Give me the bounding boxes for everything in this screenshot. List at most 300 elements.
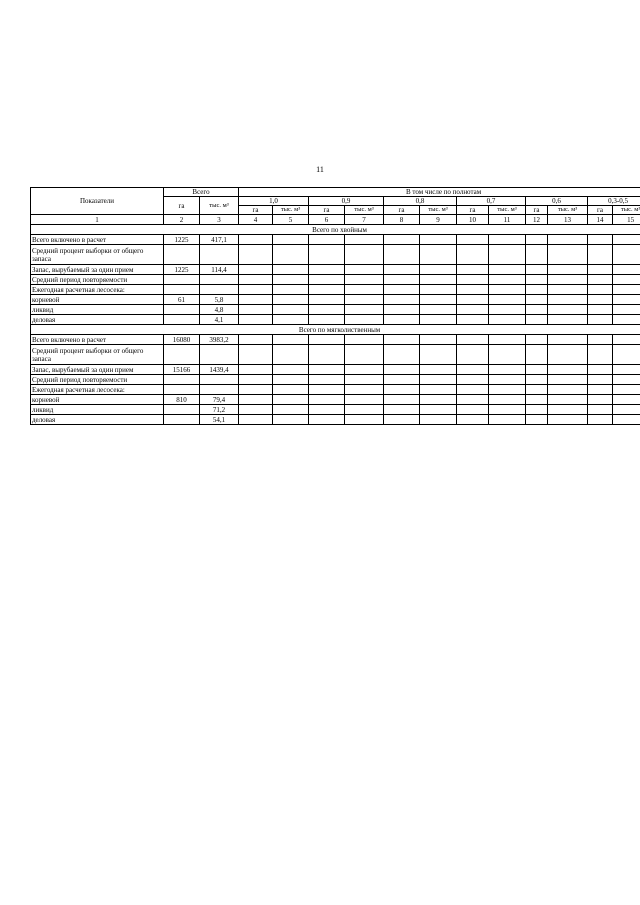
total-ha-cell xyxy=(164,305,200,315)
density-cell xyxy=(457,295,489,305)
density-cell xyxy=(273,365,309,375)
density-cell xyxy=(273,235,309,245)
header-total-ha: га xyxy=(164,197,200,215)
density-cell xyxy=(457,235,489,245)
density-header: 0,6 xyxy=(526,197,588,206)
density-cell xyxy=(309,335,345,345)
density-cell xyxy=(384,405,420,415)
table-row xyxy=(31,405,640,415)
density-cell xyxy=(588,335,613,345)
density-cell xyxy=(548,295,588,305)
density-cell xyxy=(309,315,345,325)
total-ha-cell: 810 xyxy=(164,395,200,405)
density-cell xyxy=(526,395,548,405)
density-cell xyxy=(239,315,273,325)
density-cell xyxy=(420,315,457,325)
total-vol-cell xyxy=(200,385,239,395)
table-row xyxy=(31,335,640,345)
density-cell xyxy=(345,405,384,415)
density-cell xyxy=(457,275,489,285)
density-cell xyxy=(384,415,420,425)
density-cell xyxy=(273,385,309,395)
density-cell xyxy=(273,315,309,325)
column-number: 10 xyxy=(457,215,489,225)
density-cell xyxy=(526,345,548,365)
unit-vol-header: тыс. м³ xyxy=(548,206,588,215)
density-cell xyxy=(273,345,309,365)
density-cell xyxy=(384,275,420,285)
total-ha-cell: 61 xyxy=(164,295,200,305)
density-cell xyxy=(420,345,457,365)
unit-vol-header: тыс. м³ xyxy=(345,206,384,215)
density-cell xyxy=(613,305,640,315)
density-cell xyxy=(548,365,588,375)
row-label: Ежегодная расчетная лесосека: xyxy=(31,285,164,295)
table-row xyxy=(31,315,640,325)
density-cell xyxy=(273,415,309,425)
density-cell xyxy=(548,345,588,365)
density-cell xyxy=(613,235,640,245)
density-cell xyxy=(239,385,273,395)
density-cell xyxy=(613,275,640,285)
row-label: Запас, вырубаемый за один прием xyxy=(31,365,164,375)
density-cell xyxy=(273,395,309,405)
density-cell xyxy=(548,395,588,405)
density-cell xyxy=(309,295,345,305)
density-cell xyxy=(613,265,640,275)
density-cell xyxy=(526,275,548,285)
total-vol-cell: 71,2 xyxy=(200,405,239,415)
density-cell xyxy=(309,305,345,315)
table-row xyxy=(31,305,640,315)
column-number: 11 xyxy=(489,215,526,225)
density-cell xyxy=(345,295,384,305)
density-cell xyxy=(548,245,588,265)
total-ha-cell xyxy=(164,345,200,365)
density-cell xyxy=(273,335,309,345)
density-cell xyxy=(309,375,345,385)
density-cell xyxy=(526,265,548,275)
total-vol-cell: 114,4 xyxy=(200,265,239,275)
density-cell xyxy=(239,285,273,295)
column-number: 15 xyxy=(613,215,640,225)
density-cell xyxy=(309,385,345,395)
density-cell xyxy=(457,365,489,375)
density-cell xyxy=(489,375,526,385)
total-ha-cell xyxy=(164,375,200,385)
density-cell xyxy=(345,235,384,245)
density-cell xyxy=(526,415,548,425)
density-cell xyxy=(457,245,489,265)
density-header: 0,3-0,5 xyxy=(588,197,640,206)
density-cell xyxy=(345,375,384,385)
column-number: 12 xyxy=(526,215,548,225)
density-cell xyxy=(420,415,457,425)
table-row xyxy=(31,395,640,405)
unit-ha-header: га xyxy=(239,206,273,215)
density-cell xyxy=(239,375,273,385)
density-cell xyxy=(613,415,640,425)
density-cell xyxy=(239,235,273,245)
row-label: Всего включено в расчет xyxy=(31,335,164,345)
density-cell xyxy=(239,415,273,425)
density-cell xyxy=(384,395,420,405)
density-cell xyxy=(489,415,526,425)
header-total: Всего xyxy=(164,188,239,197)
density-cell xyxy=(345,345,384,365)
density-cell xyxy=(588,275,613,285)
table-row xyxy=(31,265,640,275)
density-cell xyxy=(345,285,384,295)
density-cell xyxy=(548,235,588,245)
column-number: 5 xyxy=(273,215,309,225)
density-cell xyxy=(345,275,384,285)
density-cell xyxy=(457,265,489,275)
table-row xyxy=(31,345,640,365)
table-row xyxy=(31,385,640,395)
density-cell xyxy=(239,305,273,315)
density-header: 0,7 xyxy=(457,197,526,206)
column-number: 4 xyxy=(239,215,273,225)
density-cell xyxy=(613,295,640,305)
unit-ha-header: га xyxy=(309,206,345,215)
density-cell xyxy=(526,315,548,325)
table-row xyxy=(31,365,640,375)
felling-table xyxy=(30,187,640,425)
column-number: 8 xyxy=(384,215,420,225)
row-label: ликвид xyxy=(31,405,164,415)
density-cell xyxy=(345,365,384,375)
density-cell xyxy=(345,335,384,345)
density-cell xyxy=(384,265,420,275)
row-label: корневой xyxy=(31,295,164,305)
column-number: 1 xyxy=(31,215,164,225)
density-cell xyxy=(548,265,588,275)
density-cell xyxy=(273,265,309,275)
density-cell xyxy=(239,365,273,375)
density-cell xyxy=(457,345,489,365)
column-number: 6 xyxy=(309,215,345,225)
total-ha-cell xyxy=(164,245,200,265)
density-cell xyxy=(526,235,548,245)
density-cell xyxy=(489,235,526,245)
density-cell xyxy=(239,245,273,265)
density-cell xyxy=(345,245,384,265)
density-cell xyxy=(273,285,309,295)
unit-ha-header: га xyxy=(384,206,420,215)
density-cell xyxy=(613,395,640,405)
density-cell xyxy=(309,265,345,275)
total-ha-cell: 15166 xyxy=(164,365,200,375)
total-ha-cell: 1225 xyxy=(164,235,200,245)
density-cell xyxy=(548,415,588,425)
unit-ha-header: га xyxy=(588,206,613,215)
density-cell xyxy=(548,285,588,295)
total-vol-cell: 5,8 xyxy=(200,295,239,305)
density-cell xyxy=(489,385,526,395)
density-cell xyxy=(420,285,457,295)
density-cell xyxy=(420,265,457,275)
density-cell xyxy=(345,395,384,405)
density-cell xyxy=(384,385,420,395)
density-cell xyxy=(273,375,309,385)
total-ha-cell xyxy=(164,285,200,295)
density-cell xyxy=(457,335,489,345)
density-cell xyxy=(384,285,420,295)
total-vol-cell: 79,4 xyxy=(200,395,239,405)
density-cell xyxy=(548,405,588,415)
section-title: Всего по мягколиственным xyxy=(31,325,640,335)
density-cell xyxy=(384,345,420,365)
column-number: 2 xyxy=(164,215,200,225)
density-cell xyxy=(526,375,548,385)
density-cell xyxy=(526,405,548,415)
density-cell xyxy=(526,385,548,395)
row-label: Средний период повторяемости xyxy=(31,275,164,285)
total-vol-cell xyxy=(200,245,239,265)
total-ha-cell xyxy=(164,315,200,325)
unit-vol-header: тыс. м³ xyxy=(613,206,640,215)
density-header: 0,8 xyxy=(384,197,457,206)
total-vol-cell: 3983,2 xyxy=(200,335,239,345)
density-cell xyxy=(420,295,457,305)
density-cell xyxy=(548,335,588,345)
density-cell xyxy=(309,365,345,375)
density-cell xyxy=(489,405,526,415)
density-cell xyxy=(588,305,613,315)
density-cell xyxy=(548,305,588,315)
total-vol-cell: 417,1 xyxy=(200,235,239,245)
total-vol-cell: 1439,4 xyxy=(200,365,239,375)
density-cell xyxy=(273,275,309,285)
density-cell xyxy=(309,395,345,405)
density-cell xyxy=(239,395,273,405)
density-cell xyxy=(613,335,640,345)
total-vol-cell xyxy=(200,345,239,365)
column-number: 3 xyxy=(200,215,239,225)
row-label: ликвид xyxy=(31,305,164,315)
density-cell xyxy=(384,315,420,325)
density-cell xyxy=(420,235,457,245)
density-cell xyxy=(489,265,526,275)
density-cell xyxy=(588,245,613,265)
section-title: Всего по хвойным xyxy=(31,225,640,235)
density-cell xyxy=(309,235,345,245)
unit-vol-header: тыс. м³ xyxy=(420,206,457,215)
total-ha-cell xyxy=(164,405,200,415)
density-cell xyxy=(273,305,309,315)
density-cell xyxy=(489,335,526,345)
density-cell xyxy=(239,265,273,275)
density-cell xyxy=(309,245,345,265)
row-label: корневой xyxy=(31,395,164,405)
total-ha-cell xyxy=(164,275,200,285)
density-cell xyxy=(309,405,345,415)
table-row xyxy=(31,285,640,295)
density-cell xyxy=(309,275,345,285)
density-cell xyxy=(588,235,613,245)
density-cell xyxy=(613,345,640,365)
density-cell xyxy=(613,285,640,295)
table-row xyxy=(31,295,640,305)
density-cell xyxy=(613,405,640,415)
density-cell xyxy=(613,365,640,375)
density-cell xyxy=(489,395,526,405)
row-label: Всего включено в расчет xyxy=(31,235,164,245)
density-cell xyxy=(420,395,457,405)
total-vol-cell xyxy=(200,275,239,285)
density-cell xyxy=(489,345,526,365)
density-cell xyxy=(345,305,384,315)
density-cell xyxy=(613,375,640,385)
table-body xyxy=(31,225,640,425)
density-cell xyxy=(420,365,457,375)
density-cell xyxy=(457,395,489,405)
density-cell xyxy=(489,245,526,265)
section-title-row xyxy=(31,225,640,235)
density-cell xyxy=(345,415,384,425)
density-cell xyxy=(489,365,526,375)
density-cell xyxy=(273,405,309,415)
density-cell xyxy=(489,295,526,305)
table-row xyxy=(31,235,640,245)
density-cell xyxy=(239,295,273,305)
density-header: 1,0 xyxy=(239,197,309,206)
density-cell xyxy=(548,275,588,285)
total-vol-cell: 4,8 xyxy=(200,305,239,315)
density-cell xyxy=(526,245,548,265)
table-row xyxy=(31,415,640,425)
column-number: 9 xyxy=(420,215,457,225)
density-cell xyxy=(457,385,489,395)
density-cell xyxy=(489,285,526,295)
header-total-vol: тыс. м³ xyxy=(200,197,239,215)
row-label: деловая xyxy=(31,315,164,325)
density-cell xyxy=(384,245,420,265)
header-indicators: Показатели xyxy=(31,188,164,215)
section-title-row xyxy=(31,325,640,335)
density-cell xyxy=(384,295,420,305)
density-cell xyxy=(239,405,273,415)
density-cell xyxy=(588,315,613,325)
density-header: 0,9 xyxy=(309,197,384,206)
density-cell xyxy=(420,385,457,395)
total-vol-cell xyxy=(200,285,239,295)
density-cell xyxy=(613,315,640,325)
density-cell xyxy=(384,305,420,315)
density-cell xyxy=(588,405,613,415)
density-cell xyxy=(588,375,613,385)
density-cell xyxy=(548,375,588,385)
density-cell xyxy=(420,405,457,415)
row-label: Запас, вырубаемый за один прием xyxy=(31,265,164,275)
density-cell xyxy=(588,415,613,425)
density-cell xyxy=(420,335,457,345)
density-cell xyxy=(588,365,613,375)
unit-vol-header: тыс. м³ xyxy=(489,206,526,215)
table-row xyxy=(31,275,640,285)
density-cell xyxy=(309,285,345,295)
density-cell xyxy=(588,385,613,395)
density-cell xyxy=(420,275,457,285)
total-vol-cell: 4,1 xyxy=(200,315,239,325)
density-cell xyxy=(345,315,384,325)
density-cell xyxy=(548,385,588,395)
density-cell xyxy=(526,295,548,305)
density-cell xyxy=(457,305,489,315)
density-cell xyxy=(588,295,613,305)
density-cell xyxy=(613,245,640,265)
density-cell xyxy=(384,335,420,345)
unit-vol-header: тыс. м³ xyxy=(273,206,309,215)
density-cell xyxy=(457,415,489,425)
density-cell xyxy=(420,245,457,265)
density-cell xyxy=(273,295,309,305)
row-label: Средний период повторяемости xyxy=(31,375,164,385)
density-cell xyxy=(588,345,613,365)
density-cell xyxy=(273,245,309,265)
total-vol-cell xyxy=(200,375,239,385)
column-number-row xyxy=(31,215,640,225)
total-ha-cell: 16080 xyxy=(164,335,200,345)
density-cell xyxy=(384,235,420,245)
row-label: деловая xyxy=(31,415,164,425)
density-cell xyxy=(526,305,548,315)
density-cell xyxy=(526,365,548,375)
density-cell xyxy=(420,305,457,315)
unit-ha-header: га xyxy=(526,206,548,215)
column-number: 7 xyxy=(345,215,384,225)
density-cell xyxy=(239,275,273,285)
column-number: 14 xyxy=(588,215,613,225)
density-cell xyxy=(384,375,420,385)
row-label: Ежегодная расчетная лесосека: xyxy=(31,385,164,395)
table-row xyxy=(31,375,640,385)
density-cell xyxy=(489,305,526,315)
density-cell xyxy=(309,415,345,425)
density-cell xyxy=(457,315,489,325)
page-number: 11 xyxy=(316,165,324,174)
density-cell xyxy=(613,385,640,395)
density-cell xyxy=(239,335,273,345)
density-cell xyxy=(309,345,345,365)
density-cell xyxy=(526,285,548,295)
density-cell xyxy=(526,335,548,345)
row-label: Средний процент выборки от общего запаса xyxy=(31,245,164,265)
unit-ha-header: га xyxy=(457,206,489,215)
density-cell xyxy=(548,315,588,325)
total-vol-cell: 54,1 xyxy=(200,415,239,425)
density-cell xyxy=(457,285,489,295)
density-cell xyxy=(239,345,273,365)
density-cell xyxy=(420,375,457,385)
total-ha-cell xyxy=(164,415,200,425)
header-breakdown: В том числе по полнотам xyxy=(239,188,640,197)
column-number: 13 xyxy=(548,215,588,225)
density-cell xyxy=(489,275,526,285)
density-cell xyxy=(345,265,384,275)
density-cell xyxy=(345,385,384,395)
density-cell xyxy=(588,265,613,275)
row-label: Средний процент выборки от общего запаса xyxy=(31,345,164,365)
density-cell xyxy=(588,285,613,295)
density-cell xyxy=(489,315,526,325)
total-ha-cell xyxy=(164,385,200,395)
density-cell xyxy=(384,365,420,375)
density-cell xyxy=(457,405,489,415)
density-cell xyxy=(457,375,489,385)
density-cell xyxy=(588,395,613,405)
